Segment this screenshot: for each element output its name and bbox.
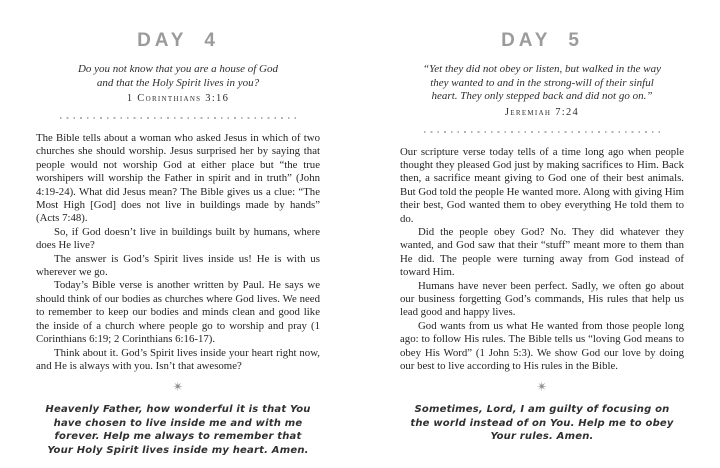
- devotional-body: [400, 146, 684, 374]
- verse-block: [36, 63, 320, 90]
- verse-line: they wanted to and in the strong-will of their sinful: [430, 76, 654, 89]
- dotted-separator: [60, 117, 296, 119]
- star-ornament-icon: ✴: [172, 380, 184, 396]
- body-paragraph: Our scripture verse today tells of a time long ago when people thought they pleased God just by making sacrifices to Him. Back then, a sacrifice meant giving to God one of their best animals. But God told the people He wanted more. Along with giving Him their best, God wanted them to obey everything He told them to do.: [400, 145, 684, 225]
- body-paragraph: Did the people obey God? No. They did whatever they wanted, and God saw that their “stuff” meant more to them than He did. The people were turning away from God instead of toward Him.: [400, 225, 684, 279]
- page-day-5: [360, 0, 720, 468]
- verse-block: [400, 63, 684, 104]
- dotted-separator: [424, 131, 660, 133]
- day-title: DAY 4: [137, 30, 219, 51]
- day-title: DAY 5: [501, 30, 583, 51]
- verse-line: heart. They only stepped back and did not go on.”: [431, 90, 653, 102]
- star-ornament-icon: ✴: [536, 380, 548, 396]
- verse-line: and that the Holy Spirit lives in you?: [96, 76, 260, 89]
- verse-line: “Yet they did not obey or listen, but walked in the way: [423, 63, 661, 75]
- verse-reference: 1 Corinthians 3:16: [126, 93, 230, 104]
- prayer-text: Heavenly Father, how wonderful it is that You have chosen to live inside me and with me forever. Help me always to remember that Your Holy Spirit lives inside my heart. Amen.: [45, 404, 311, 456]
- body-paragraph: Today’s Bible verse is another written by Paul. He says we should think of our bodies as churches where God lives. We need to remember to keep our bodies and minds clean and good like the inside of a church where people go to worship and pray (1 Corinthians 6:19; 2 Corinthians 6:16-17).: [36, 279, 320, 346]
- body-paragraph: The answer is God’s Spirit lives inside us! He is with us wherever we go.: [36, 252, 320, 279]
- verse-line: Do you not know that you are a house of God: [77, 63, 278, 75]
- body-paragraph: The Bible tells about a woman who asked Jesus in which of two churches she should worship. Jesus surprised her by saying that people would not worship God at either place but “the true worshipers will worship the Father in spirit and in truth” (John 4:19-24). What did Jesus mean? The Bible gives us a clue: “The Most High [God] does not live in buildings made by hands” (Acts 7:48).: [36, 132, 320, 225]
- body-paragraph: So, if God doesn’t live in buildings built by humans, where does He live?: [36, 225, 320, 252]
- verse-reference: Jeremiah 7:24: [504, 106, 580, 118]
- body-paragraph: God wants from us what He wanted from those people long ago: to follow His rules. The Bible tells us “loving God means to obey His Word” (1 John 5:3). We show God our love by doing our best to live according to His rules in the Bible.: [400, 319, 684, 372]
- prayer-text: Sometimes, Lord, I am guilty of focusing on the world instead of on You. Help me to obey Your rules. Amen.: [410, 404, 674, 443]
- body-paragraph: Humans have never been perfect. Sadly, we often go about our business forgetting God’s commands, His rules that help us lead good and happy lives.: [400, 279, 684, 319]
- devotional-body: [36, 132, 320, 373]
- body-paragraph: Think about it. God’s Spirit lives inside your heart right now, and He is always with you. Isn’t that awesome?: [36, 346, 320, 372]
